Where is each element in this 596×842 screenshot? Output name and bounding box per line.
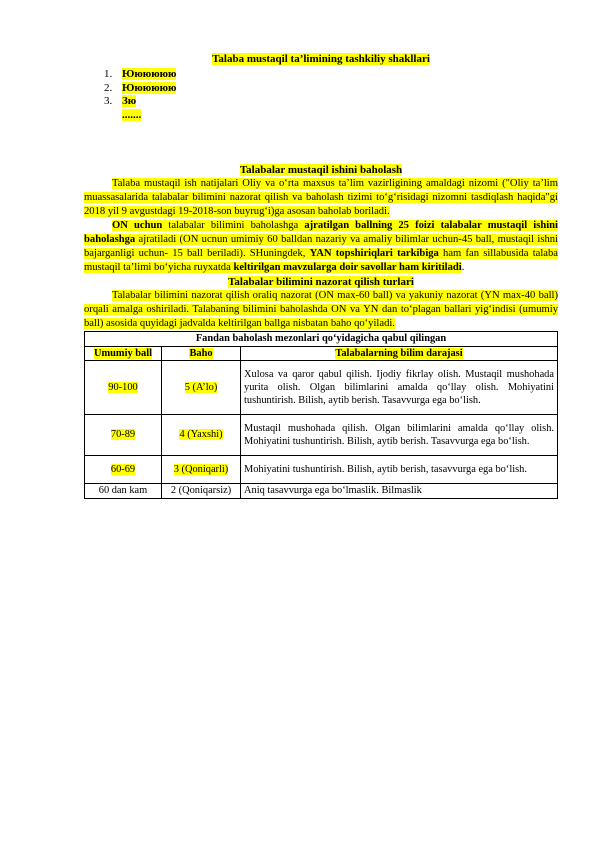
cell-grade: 2 (Qoniqarsiz): [162, 483, 241, 498]
cell-score: 60 dan kam: [85, 483, 162, 498]
cell-description: Aniq tasavvurga ega bo‘lmaslik. Bilmaslik: [241, 483, 558, 498]
list-item-number: 2.: [104, 81, 113, 94]
forms-list: [84, 68, 558, 109]
table-row: [85, 483, 558, 498]
section-title-control-types-text: Talabalar bilimini nazorat qilish turlari: [228, 275, 414, 288]
section-title-assessment: [84, 163, 558, 177]
document-page: [84, 52, 558, 499]
cell-grade: 3 (Qoniqarli): [162, 455, 241, 483]
table-row: [85, 360, 558, 414]
paragraph-assessment-basis: [84, 177, 558, 219]
list-item-number: 3.: [104, 95, 113, 107]
list-item: [84, 95, 558, 109]
list-item-number: 1.: [104, 68, 113, 80]
bold-phrase: ON uchun: [112, 219, 163, 231]
document-title: [84, 52, 558, 66]
paragraph-score-allocation: [84, 219, 558, 275]
cell-description: Mohiyatini tushuntirish. Bilish, aytib berish, tasavvurga ega bo‘lish.: [241, 455, 558, 483]
cell-score: 90-100: [85, 360, 162, 414]
cell-score: 60-69: [85, 455, 162, 483]
list-item-text: Юююююю: [122, 81, 177, 94]
list-continuation-dots: .......: [122, 108, 142, 121]
document-title-text: Talaba mustaqil ta’limining tashkiliy shakllari: [212, 53, 430, 65]
cell-description: Mustaqil mushohada qilish. Olgan bilimlarini amalda qo‘llay olish. Mohiyatini tushuntirish. Bilish, aytib berish. Tasavvurga ega bo‘lish.: [241, 414, 558, 455]
list-item: [84, 68, 558, 82]
text-fragment: ham fan sillabusida talaba mustaqil ta’limi bo‘yicha ruyxatda: [84, 247, 558, 273]
cell-grade: 4 (Yaxshi): [162, 414, 241, 455]
section-title-control-types: [84, 275, 558, 289]
text-fragment: .: [461, 261, 465, 273]
header-total-score: Umumiy ball: [85, 346, 162, 360]
paragraph-control-types: [84, 289, 558, 331]
grading-table: [84, 331, 558, 499]
text-fragment: talabalar bilimini baholashga: [162, 219, 305, 231]
bold-phrase: YAN topshiriqlari tarkibiga: [309, 247, 439, 259]
paragraph-control-types-text: Talabalar bilimini nazorat qilish oraliq nazorat (ON max-60 ball) va yakuniy nazorat (YN max-40 ball) orqali amalga oshiriladi. Talabaning bilimini baholashda ON va YN dan to‘plagan ballari yig‘indisi (umumiy ball) asosida quyidagi jadvalda keltirilgan ballga nisbatan baho qo‘yiladi.: [84, 289, 558, 329]
table-row: [85, 414, 558, 455]
bold-phrase: ajratilgan ballning 25 foizi talabalar mustaqil ishini baholashga: [84, 219, 558, 245]
cell-description: Xulosa va qaror qabul qilish. Ijodiy fikrlay olish. Mustaqil mushohada yurita olish. Olgan bilimlarini amalda qo‘llay olish. Mohiyatini tushuntirish. Bilish, aytib berish. Tasavvurga ega bo‘lish.: [241, 360, 558, 414]
table-row: [85, 455, 558, 483]
section-title-assessment-text: Talabalar mustaqil ishini baholash: [239, 163, 403, 176]
header-grade: Baho: [162, 346, 241, 360]
list-continuation: [84, 109, 558, 122]
bold-phrase: keltirilgan mavzularga doir savollar ham kiritiladi: [233, 261, 462, 273]
list-item-text: Юююююю: [122, 68, 177, 80]
paragraph-assessment-basis-text: Talaba mustaqil ish natijalari Oliy va o‘rta maxsus ta’lim vazirligining amaldagi nizomi ("Oliy ta’lim muassasalarida talabalar bilimini nazorat qilish va baholash tizimi to‘g‘risidagi nizomni tasdiqlash haqida"gi 2018 yil 9 avgustdagi 19-2018-son buyrug‘i)ga asosan baholab boriladi.: [84, 177, 558, 217]
list-item-text: Зю: [122, 95, 137, 107]
cell-grade: 5 (A’lo): [162, 360, 241, 414]
grading-table-caption: Fandan baholash mezonlari qo‘yidagicha qabul qilingan: [85, 331, 558, 346]
cell-score: 70-89: [85, 414, 162, 455]
list-item: [84, 82, 558, 96]
header-knowledge-level: Talabalarning bilim darajasi: [241, 346, 558, 360]
text-fragment: ajratiladi (ON ucnun umimiy 60 balldan nazariy va amaliy bilimlar uchun-45 ball, mustaqil ishni bajarganligi uchun- 15 ball beriladi). SHuningdek,: [84, 233, 558, 259]
